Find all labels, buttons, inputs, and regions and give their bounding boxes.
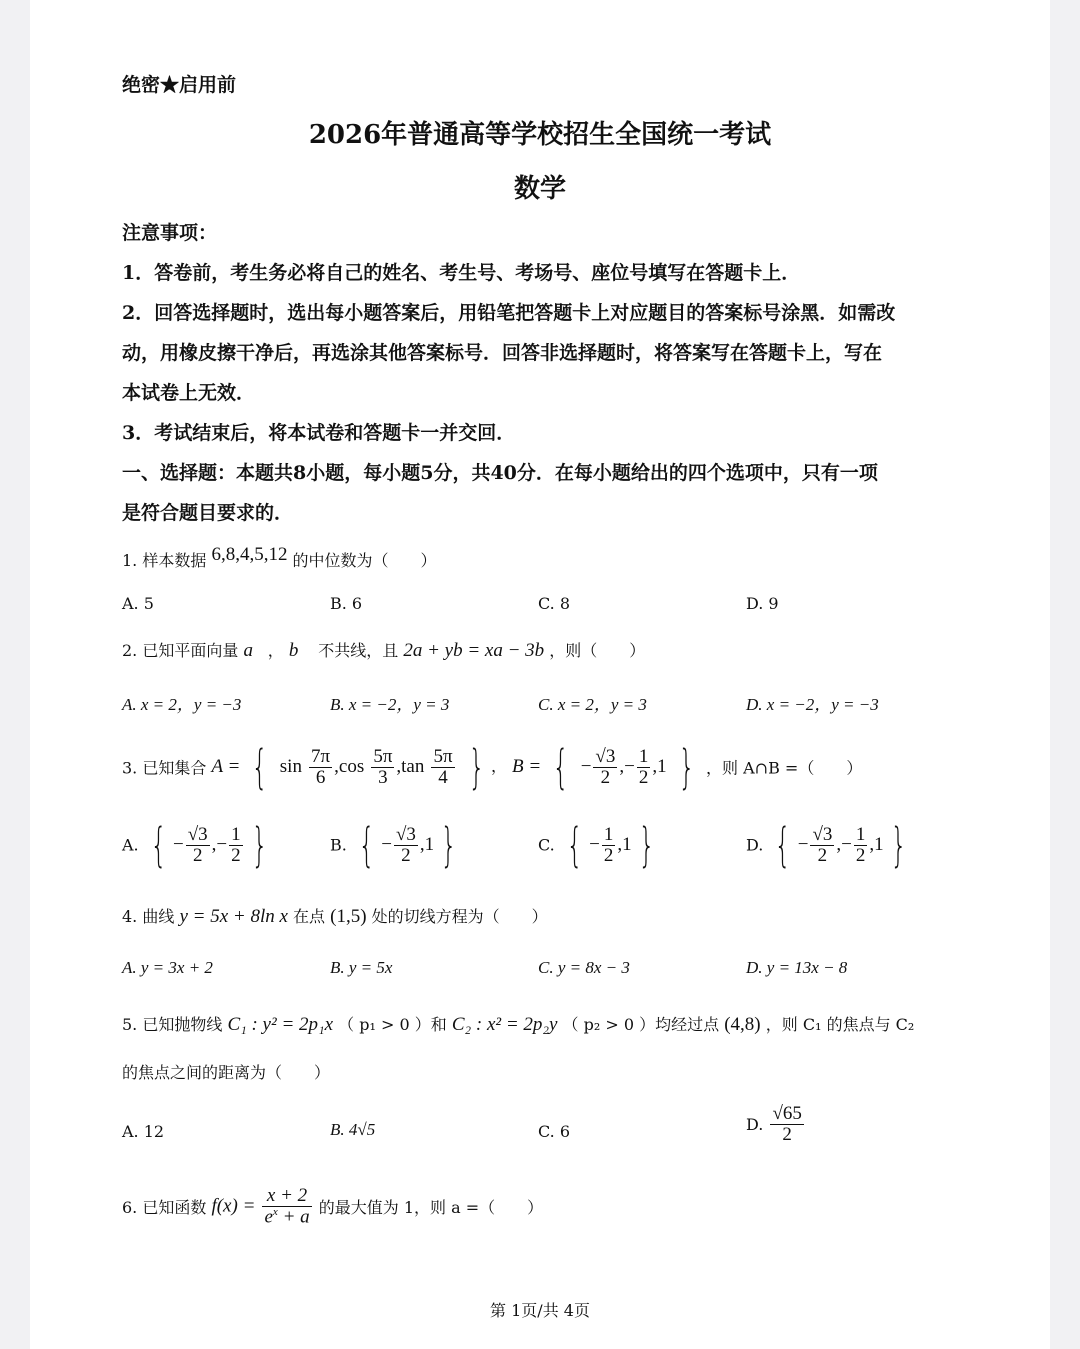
q1-prefix: 1. 样本数据 (122, 551, 207, 570)
q4-option-b: B. y = 5x (330, 958, 393, 977)
q2-suffix: ，则（ ） (549, 641, 646, 660)
fraction-sqrt3-2: $\frac{√3}{2}$ (595, 745, 616, 788)
exam-title: 2026年普通高等学校招生全国统一考试 (308, 120, 772, 150)
q3-option-a: A. { − $\frac{√3}{2}$ ,− $\frac{1}{2}$ } (122, 818, 268, 872)
question-4 (122, 904, 548, 928)
q6-function: f(x) = (211, 1195, 256, 1217)
question-5-line-2: 的焦点之间的距离为（ ） (122, 1063, 331, 1082)
section-heading-line-2: 是符合题目要求的． (122, 502, 294, 524)
fraction-sqrt65-2: $\frac{√65}{2}$ (772, 1103, 802, 1145)
q5-point: (4,8) (724, 1014, 761, 1035)
q5-condition-1: （ p₁ > 0 ）和 (338, 1015, 447, 1034)
question-2: 2. 已知平面向量 a⃗， b⃗ 不共线，且 2a + yb = xa − 3b ，则（ ） (122, 640, 646, 661)
q3-prefix: 3. 已知集合 (122, 758, 207, 778)
set-a-right-brace: } (468, 740, 485, 794)
page-footer: 第 1页/共 4页 (490, 1301, 590, 1320)
q4-option-d: D. y = 13x − 8 (746, 958, 848, 977)
q2-option-d: D. x = −2，y = −3 (746, 695, 879, 714)
fraction-5pi-4: $\frac{5\pi}{4}$ (433, 745, 453, 788)
exam-subject: 数学 (513, 174, 566, 204)
question-1 (122, 544, 437, 572)
vector-a: a⃗ (243, 640, 268, 661)
q4-option-a: A. y = 3x + 2 (122, 958, 213, 977)
exam-page (30, 0, 1050, 1349)
fraction-function: $\frac{x + 2}{e^x + a}$ (264, 1185, 310, 1228)
q5-option-b: B. 4√5 (330, 1120, 376, 1139)
question-5-line-1 (122, 1012, 914, 1036)
q6-suffix: 的最大值为 1，则 a =（ ） (318, 1198, 544, 1218)
secret-mark: 绝密★启用前 (122, 74, 237, 96)
question-6 (122, 1186, 543, 1227)
set-b-label: B = (512, 756, 542, 777)
q2-equation: 2a + yb = xa − 3b (403, 640, 545, 661)
q5-option-a: A. 12 (122, 1122, 165, 1141)
notice-item-2-line-1: 2．回答选择题时，选出每小题答案后，用铅笔把答题卡上对应题目的答案标号涂黑．如需改 (122, 302, 896, 324)
notice-item-2-line-3: 本试卷上无效． (122, 382, 256, 404)
notice-heading: 注意事项： (122, 222, 218, 244)
q5-option-d: D. $\frac{√65}{2}$ (746, 1103, 802, 1145)
q3-option-c: C. { − $\frac{1}{2}$ ,1 } (538, 818, 655, 872)
q5-condition-2: （ p₂ > 0 ）均经过点 (562, 1015, 720, 1034)
q2-mid: 不共线，且 (318, 641, 399, 660)
q1-data: 6,8,4,5,12 (211, 544, 288, 565)
q5-parabola-c2: C₂ : x² = 2p₂y (451, 1014, 558, 1035)
q5-option-c: C. 6 (538, 1122, 571, 1141)
q1-option-b: B. 6 (330, 594, 363, 613)
question-3: 3. 已知集合 A = { sin $\frac{7\pi}{6}$ ,cos $\frac{5\pi}{3}$ ,tan $\frac{5\pi}{4}$ } ， B = { − $\frac{√3}{2}$ ,− $\frac{1}{2}$ ,1 } ，则 A∩B =（ ） (122, 740, 863, 794)
set-a-left-brace: { (251, 740, 269, 794)
q4-suffix: 处的切线方程为（ ） (371, 907, 548, 926)
section-heading-line-1: 一、选择题：本题共8小题，每小题5分，共40分．在每小题给出的四个选项中，只有一项 (122, 462, 878, 484)
q3-option-b: B. { − $\frac{√3}{2}$ ,1 } (330, 818, 457, 872)
q5-prefix: 5. 已知抛物线 (122, 1015, 223, 1034)
q2-option-c: C. x = 2，y = 3 (538, 695, 647, 714)
fraction-5pi-3: $\frac{5\pi}{3}$ (373, 745, 393, 788)
vector-b: b⃗ (288, 640, 314, 661)
q3-suffix: ，则 A∩B =（ ） (706, 758, 863, 778)
q4-point: (1,5) (330, 906, 367, 927)
q6-prefix: 6. 已知函数 (122, 1198, 207, 1218)
q5-parabola-c1: C₁ : y² = 2p₁x (227, 1014, 334, 1035)
fraction-1-2: $\frac{1}{2}$ (638, 745, 649, 788)
fraction-7pi-6: $\frac{7\pi}{6}$ (311, 745, 331, 788)
q1-option-c: C. 8 (538, 594, 571, 613)
q5-line1-suffix: ，则 C₁ 的焦点与 C₂ (765, 1015, 915, 1034)
q2-option-a: A. x = 2，y = −3 (122, 695, 242, 714)
q2-prefix: 2. 已知平面向量 (122, 641, 239, 660)
notice-item-2-line-2: 动，用橡皮擦干净后，再选涂其他答案标号．回答非选择题时，将答案写在答题卡上，写在 (122, 342, 883, 364)
q4-curve: y = 5x + 8ln x (179, 906, 288, 927)
q4-option-c: C. y = 8x − 3 (538, 958, 630, 977)
q1-suffix: 的中位数为（ ） (292, 551, 437, 570)
q2-option-b: B. x = −2，y = 3 (330, 695, 450, 714)
q3-option-d: D. { − $\frac{√3}{2}$ ,− $\frac{1}{2}$ ,1 } (746, 818, 907, 872)
notice-item-1: 1．答卷前，考生务必将自己的姓名、考生号、考场号、座位号填写在答题卡上． (122, 262, 801, 284)
q4-prefix: 4. 曲线 (122, 907, 175, 926)
q4-mid: 在点 (293, 907, 326, 926)
q1-option-d: D. 9 (746, 594, 779, 613)
notice-item-3: 3．考试结束后，将本试卷和答题卡一并交回． (122, 422, 516, 444)
q1-option-a: A. 5 (122, 594, 154, 613)
set-a-label: A = (211, 756, 241, 777)
